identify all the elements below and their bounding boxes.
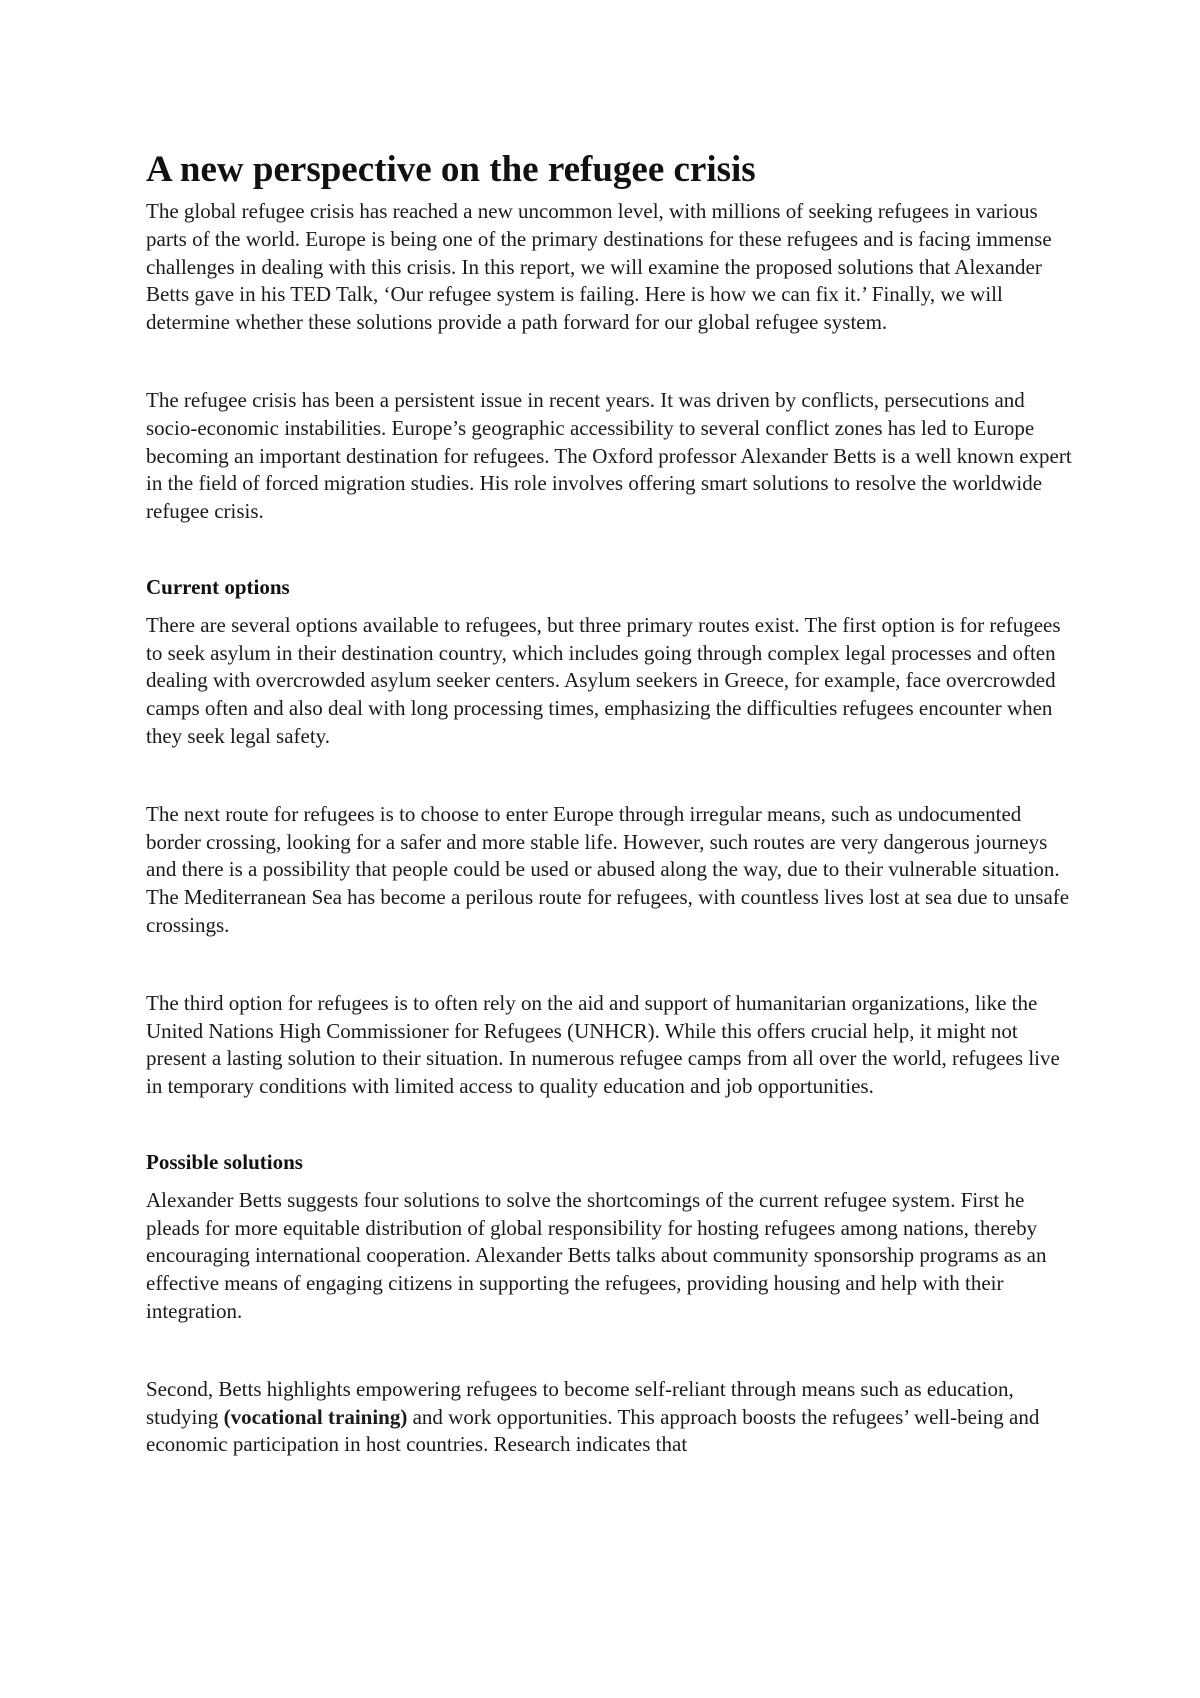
paragraph-solutions-second	[146, 1376, 1076, 1459]
paragraph-solutions-first: Alexander Betts suggests four solutions to solve the shortcomings of the current refugee system. First he pleads for more equitable distribution of global responsibility for hosting refugees among nations, thereby encouraging international cooperation. Alexander Betts talks about community sponsorship programs as an effective means of engaging citizens in supporting the refugees, providing housing and help with their integration.	[146, 1187, 1047, 1323]
bold-phrase-vocational-training: (vocational training)	[223, 1404, 408, 1429]
paragraph-spacer	[146, 940, 1076, 990]
paragraph-spacer	[146, 526, 1076, 574]
document-page	[146, 148, 1076, 1459]
heading-current-options: Current options	[146, 574, 290, 599]
document-title: A new perspective on the refugee crisis	[146, 149, 756, 190]
paragraph-spacer	[146, 751, 1076, 801]
paragraph-background: The refugee crisis has been a persistent issue in recent years. It was driven by conflicts, persecutions and socio-economic instabilities. Europe’s geographic accessibility to several conflict zones has led to Europe becoming an important destination for refugees. The Oxford professor Alexander Betts is a well known expert in the field of forced migration studies. His role involves offering smart solutions to resolve the worldwide refugee crisis.	[146, 387, 1072, 524]
paragraph-options-first: There are several options available to refugees, but three primary routes exist. The first option is for refugees to seek asylum in their destination country, which includes going through complex legal processes and often dealing with overcrowded asylum seeker centers. Asylum seekers in Greece, for example, face overcrowded camps often and also deal with long processing times, emphasizing the difficulties refugees encounter when they seek legal safety.	[146, 612, 1061, 748]
paragraph-solutions-second-start: Second, Betts highlights empowering refugees to become self-reliant through means such as education, studying	[146, 1376, 1014, 1429]
paragraph-options-third: The third option for refugees is to often rely on the aid and support of humanitarian organizations, like the United Nations High Commissioner for Refugees (UNHCR). While this offers crucial help, it might not present a lasting solution to their situation. In numerous refugee camps from all over the world, refugees live in temporary conditions with limited access to quality education and job opportunities.	[146, 990, 1060, 1099]
paragraph-spacer	[146, 1101, 1076, 1149]
paragraph-solutions-second-end: and work opportunities. This approach boosts the refugees’ well-being and economic participation in host countries. Research indicates that	[146, 1404, 1040, 1457]
paragraph-intro: The global refugee crisis has reached a new uncommon level, with millions of seeking refugees in various parts of the world. Europe is being one of the primary destinations for these refugees and is facing immense challenges in dealing with this crisis. In this report, we will examine the proposed solutions that Alexander Betts gave in his TED Talk, ‘Our refugee system is failing. Here is how we can fix it.’ Finally, we will determine whether these solutions provide a path forward for our global refugee system.	[146, 199, 1052, 335]
paragraph-spacer	[146, 1326, 1076, 1376]
paragraph-spacer	[146, 337, 1076, 387]
heading-possible-solutions: Possible solutions	[146, 1149, 303, 1174]
paragraph-options-second: The next route for refugees is to choose to enter Europe through irregular means, such as undocumented border crossing, looking for a safer and more stable life. However, such routes are very dangerous journeys and there is a possibility that people could be used or abused along the way, due to their vulnerable situation. The Mediterranean Sea has become a perilous route for refugees, with countless lives lost at sea due to unsafe crossings.	[146, 801, 1070, 937]
